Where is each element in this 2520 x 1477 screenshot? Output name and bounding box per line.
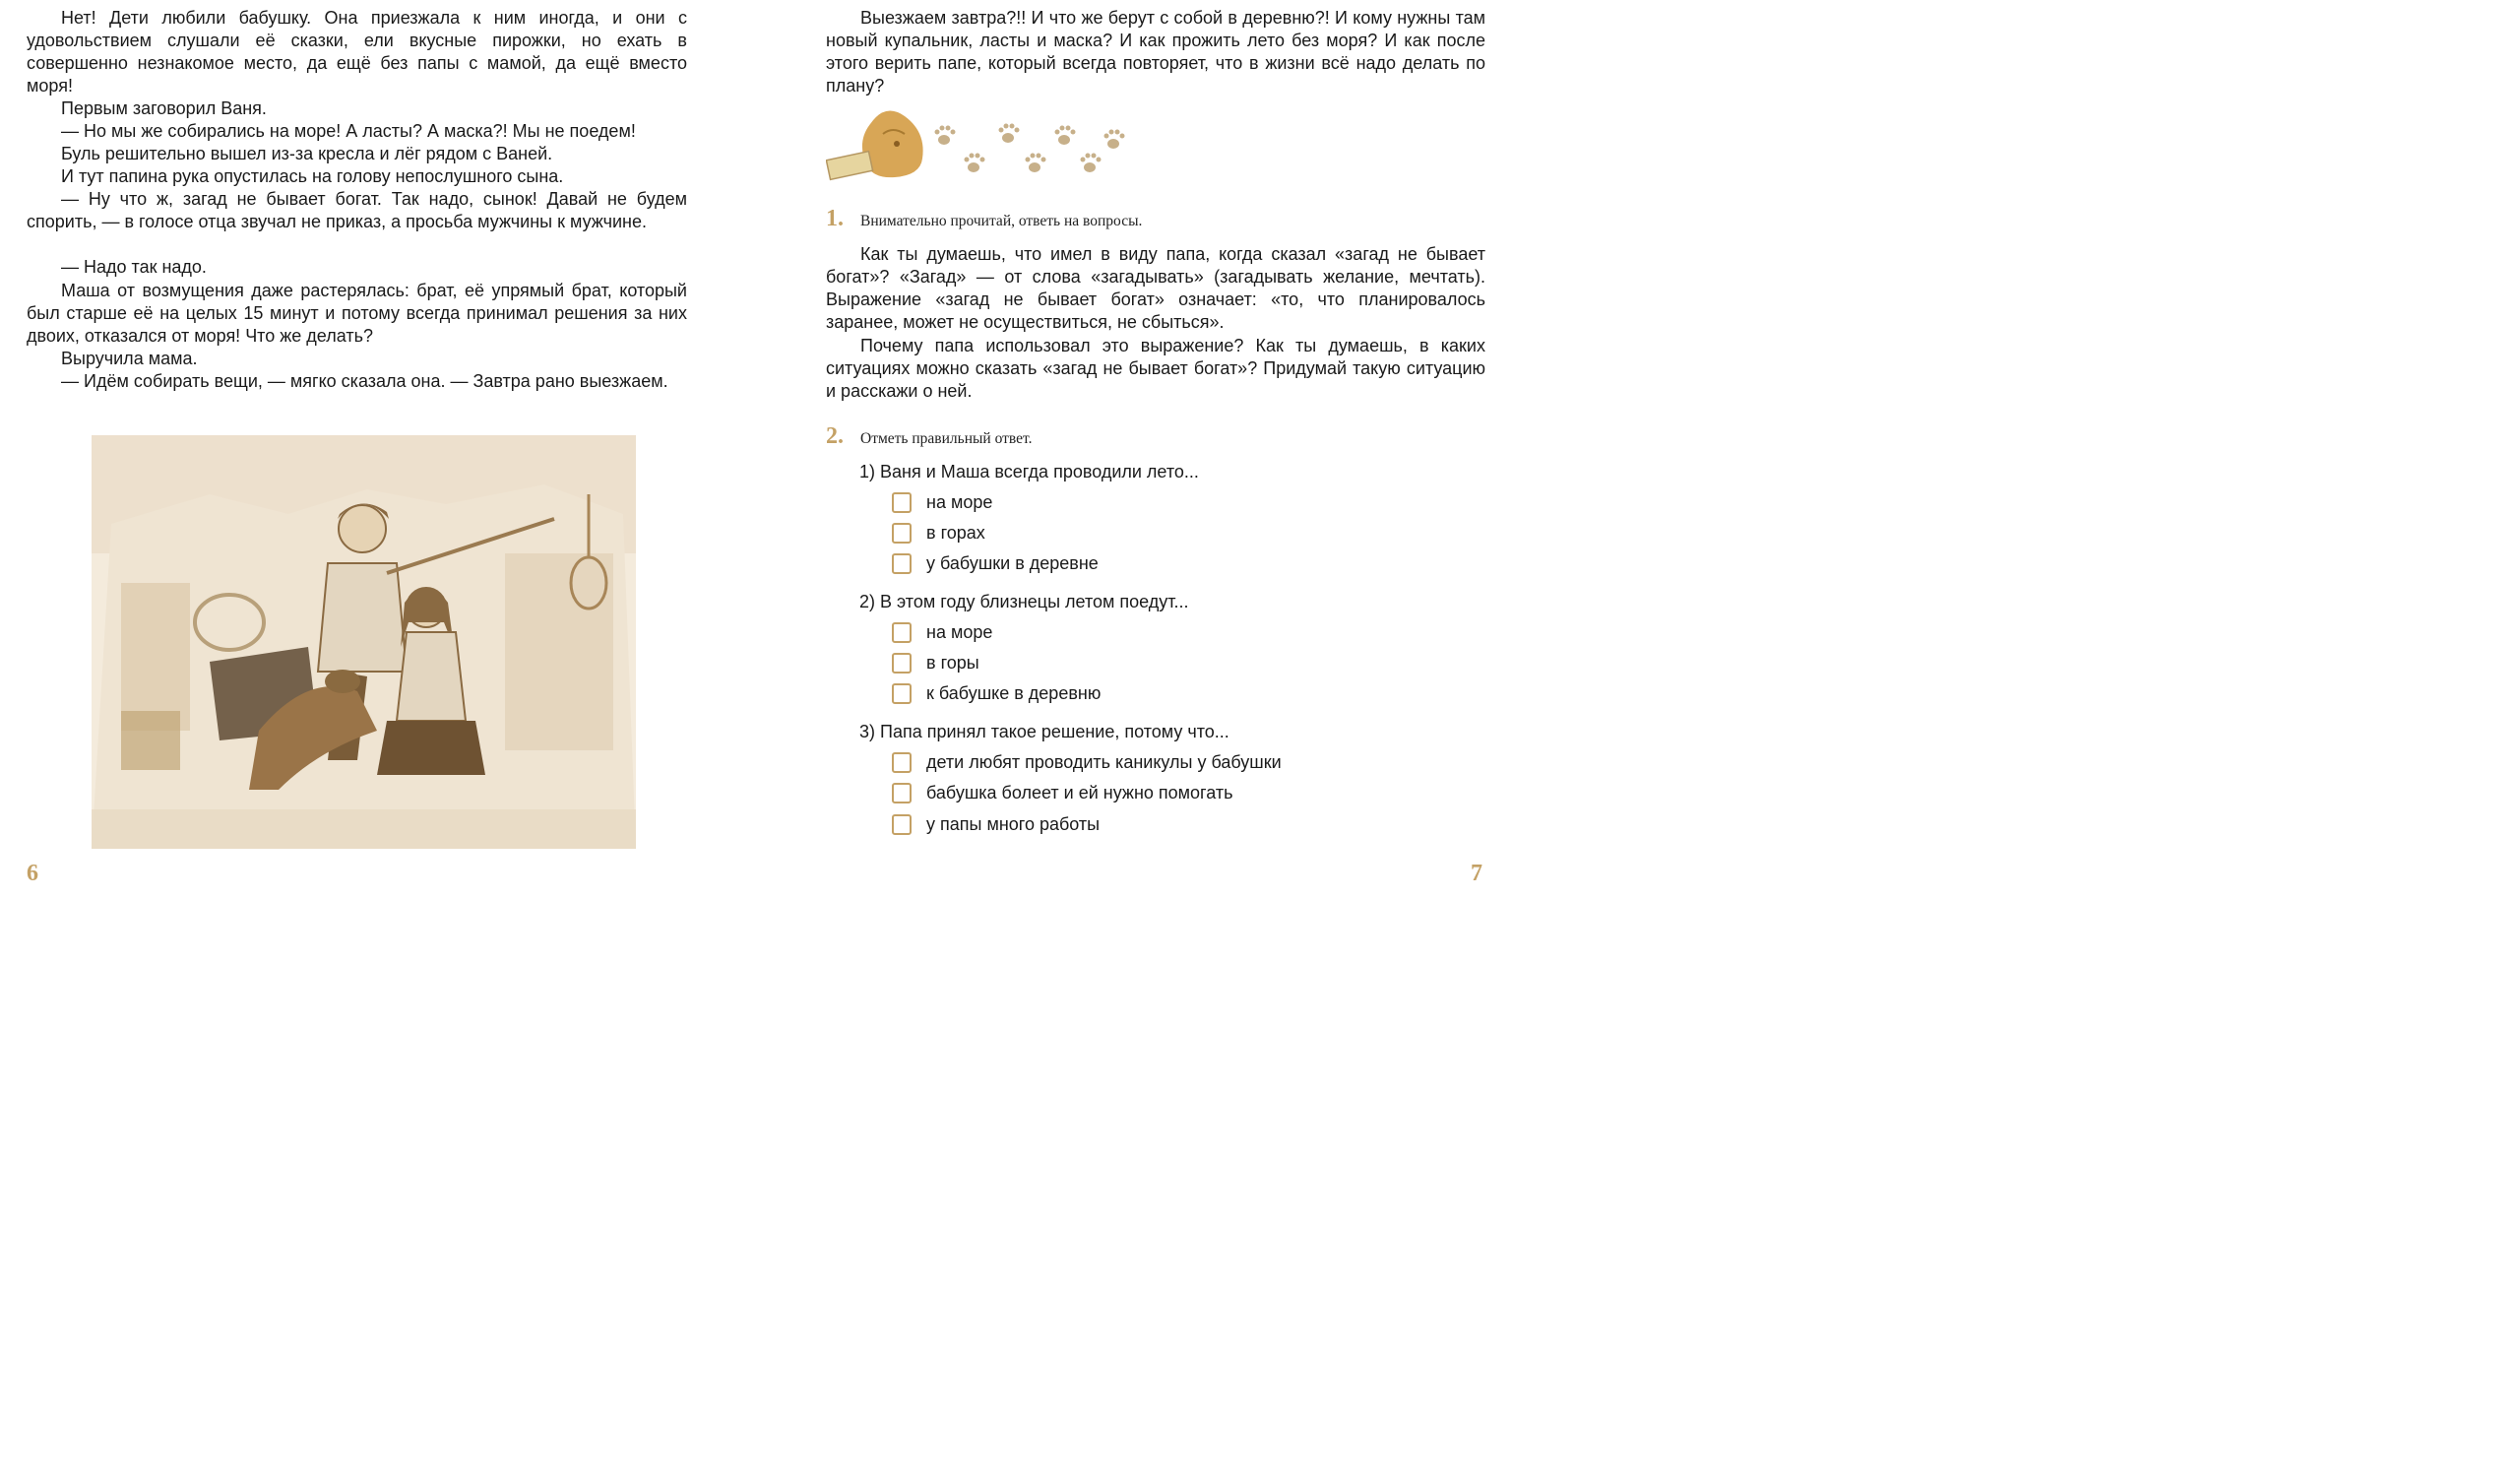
checkbox[interactable] — [892, 492, 912, 513]
task-1-paragraph: Почему папа использовал это выражение? Как ты думаешь, в каких ситуациях можно сказать «загад не бывает богат»? Придумай такую ситуацию и расскажи о ней. — [826, 336, 1485, 402]
story-paragraph: Нет! Дети любили бабушку. Она приезжала к ним иногда, и они с удовольствием слушали её сказки, ели вкусные пирожки, но ехать в совершенно незнакомое место, да ещё без папы с мамой, да ещё вместо моря! — [27, 8, 687, 96]
question-1: 1) Ваня и Маша всегда проводили лето... — [859, 462, 1199, 482]
story-paragraph: — Ну что ж, загад не бывает богат. Так надо, сынок! Давай не будем спорить, — в голосе отца звучал не приказ, а просьба мужчины к мужчине. — [27, 189, 687, 232]
checkbox[interactable] — [892, 653, 912, 674]
answer-option[interactable] — [892, 811, 1100, 837]
story-paragraph: Буль решительно вышел из-за кресла и лёг рядом с Ваней. — [61, 144, 553, 163]
story-paragraph: Маша от возмущения даже растерялась: брат, её упрямый брат, который был старше её на целых 15 минут и потому всегда принимал решения за них двоих, отказался от моря! Что же делать? — [27, 281, 687, 347]
story-paragraph: — Надо так надо. — [61, 257, 207, 277]
story-illustration — [92, 435, 636, 849]
option-label: на море — [926, 621, 993, 642]
task-2-number: 2. — [826, 423, 844, 449]
answer-option[interactable] — [892, 650, 979, 675]
option-label: у папы много работы — [926, 813, 1101, 834]
question-3: 3) Папа принял такое решение, потому что... — [859, 722, 1229, 741]
intro-paragraph: Выезжаем завтра?!! И что же берут с собой в деревню?! И кому нужны там новый купальник, ласты и маска? И как прожить лето без моря? И как после этого верить папе, который всегда повторяет, что в жизни всё надо делать по плану? — [826, 8, 1485, 96]
checkbox[interactable] — [892, 553, 912, 574]
page-number: 6 — [27, 861, 38, 886]
page-number: 7 — [1471, 861, 1482, 886]
option-label: у бабушки в деревне — [926, 552, 1099, 573]
answer-option[interactable] — [892, 780, 1232, 805]
answer-option[interactable] — [892, 550, 1099, 576]
checkbox[interactable] — [892, 523, 912, 544]
checkbox[interactable] — [892, 814, 912, 835]
checkbox[interactable] — [892, 622, 912, 643]
checkbox[interactable] — [892, 683, 912, 704]
story-paragraph: — Но мы же собирались на море! А ласты? А маска?! Мы не поедем! — [61, 121, 636, 141]
sepia-sketch — [92, 435, 636, 849]
task-1-heading: Внимательно прочитай, ответь на вопросы. — [860, 213, 1143, 229]
checkbox[interactable] — [892, 752, 912, 773]
right-page — [772, 0, 1544, 906]
task-1-paragraph: Как ты думаешь, что имел в виду папа, когда сказал «загад не бывает богат»? «Загад» — от слова «загадывать» (загадывать желание, мечтать). Выражение «загад не бывает богат» означает: «то, что планировалось заранее, может не осуществиться, не сбыться». — [826, 244, 1485, 333]
answer-option[interactable] — [892, 520, 985, 546]
option-label: к бабушке в деревню — [926, 682, 1102, 703]
task-1-number: 1. — [826, 206, 844, 231]
left-page — [0, 0, 772, 906]
question-2: 2) В этом году близнецы летом поедут... — [859, 592, 1189, 611]
answer-option[interactable] — [892, 619, 992, 645]
story-paragraph: Выручила мама. — [61, 349, 198, 368]
option-label: на море — [926, 491, 993, 512]
option-label: в горы — [926, 652, 979, 673]
story-paragraph: Первым заговорил Ваня. — [61, 98, 267, 118]
task-2-heading: Отметь правильный ответ. — [860, 430, 1033, 447]
answer-option[interactable] — [892, 680, 1101, 706]
option-label: в горах — [926, 522, 985, 543]
story-paragraph: — Идём собирать вещи, — мягко сказала она. — Завтра рано выезжаем. — [61, 371, 668, 391]
backpack-paw-prints-icon — [826, 104, 1131, 183]
story-paragraph: И тут папина рука опустилась на голову непослушного сына. — [61, 166, 564, 186]
answer-option[interactable] — [892, 489, 992, 515]
answer-option[interactable] — [892, 749, 1282, 775]
option-label: дети любят проводить каникулы у бабушки — [926, 751, 1282, 772]
option-label: бабушка болеет и ей нужно помогать — [926, 782, 1233, 803]
checkbox[interactable] — [892, 783, 912, 803]
